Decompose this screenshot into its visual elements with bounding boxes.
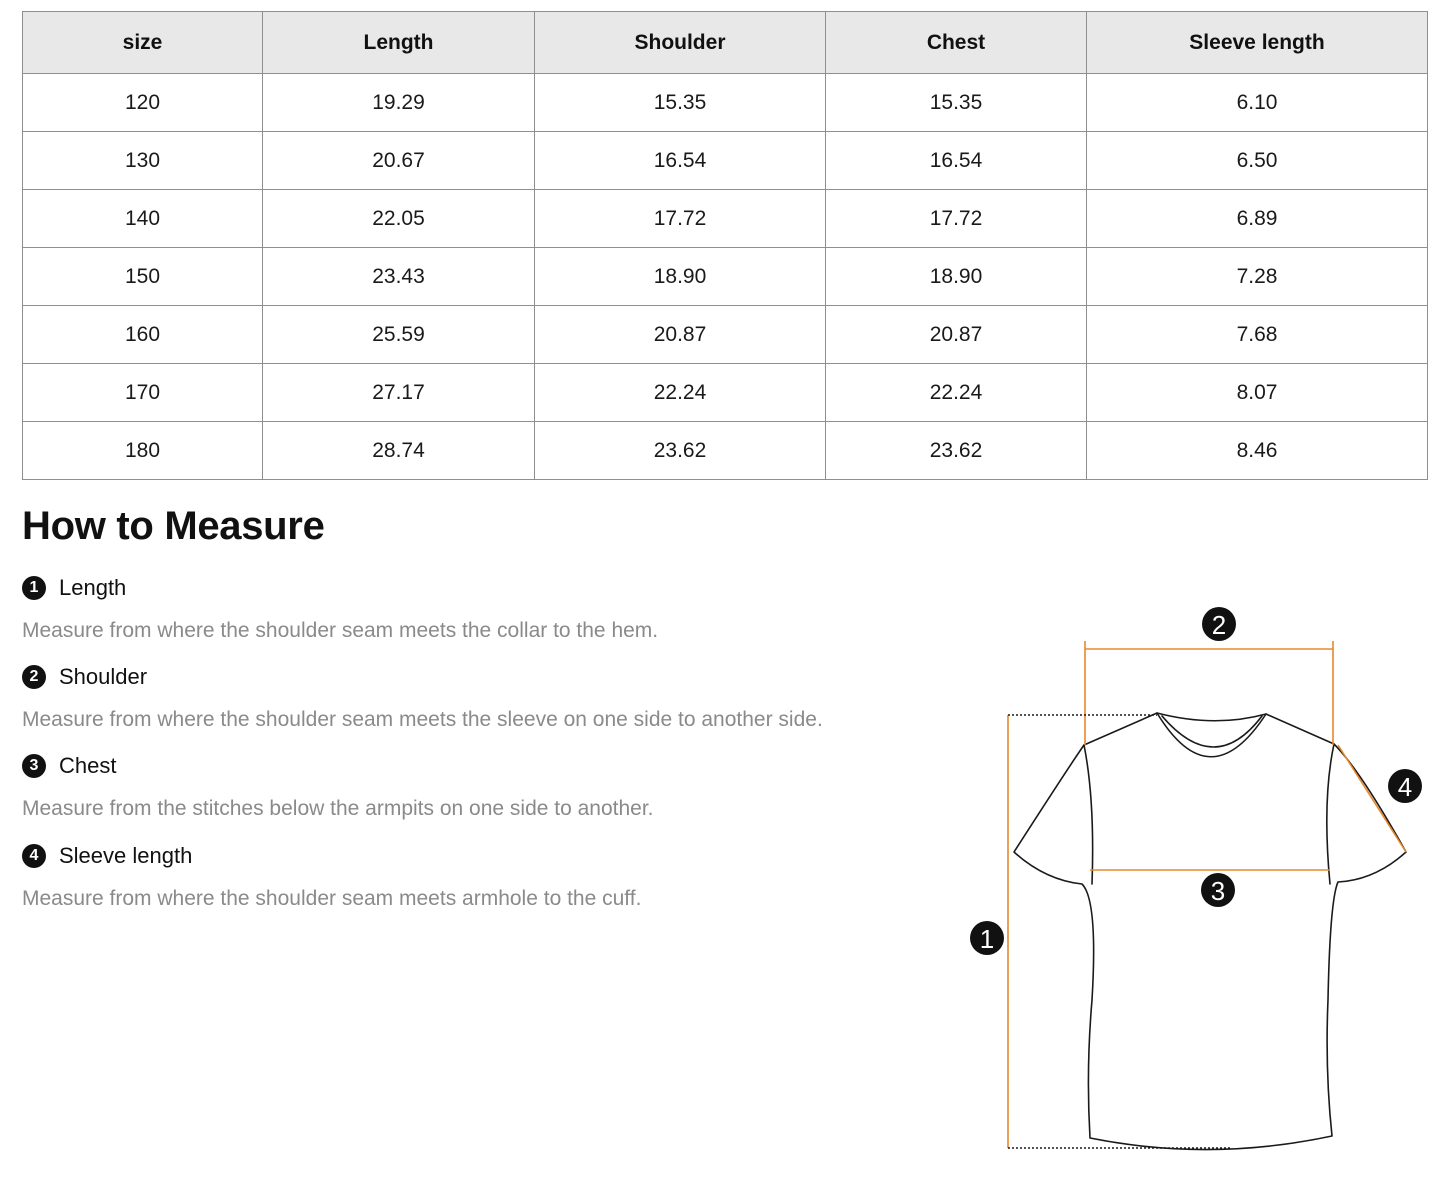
table-header-row (23, 12, 1428, 74)
cell-sleeve-length: 8.07 (1087, 364, 1428, 422)
table-row (23, 422, 1428, 480)
cell-length: 23.43 (263, 248, 535, 306)
cell-chest: 22.24 (826, 364, 1087, 422)
step-title (22, 842, 922, 870)
cell-chest: 20.87 (826, 306, 1087, 364)
step-title (22, 752, 922, 780)
tshirt-measure-diagram (960, 590, 1430, 1170)
cell-length: 20.67 (263, 132, 535, 190)
cell-size: 120 (23, 74, 263, 132)
cell-sleeve-length: 6.50 (1087, 132, 1428, 190)
size-chart-table (22, 11, 1428, 480)
cell-shoulder: 22.24 (535, 364, 826, 422)
cell-length: 25.59 (263, 306, 535, 364)
tshirt-outline (1014, 713, 1406, 1150)
cell-length: 27.17 (263, 364, 535, 422)
step-sleeve-length (22, 842, 922, 911)
cell-sleeve-length: 7.68 (1087, 306, 1428, 364)
cell-chest: 15.35 (826, 74, 1087, 132)
cell-sleeve-length: 6.89 (1087, 190, 1428, 248)
cell-shoulder: 17.72 (535, 190, 826, 248)
cell-shoulder: 16.54 (535, 132, 826, 190)
how-to-measure-heading: How to Measure (22, 504, 325, 548)
cell-size: 140 (23, 190, 263, 248)
callout-4 (1388, 769, 1422, 803)
table-row (23, 306, 1428, 364)
cell-size: 150 (23, 248, 263, 306)
cell-length: 28.74 (263, 422, 535, 480)
number-three-badge-icon: 3 (22, 754, 46, 778)
step-description: Measure from the stitches below the armpits on one side to another. (22, 797, 654, 820)
number-one-badge-icon: 1 (22, 576, 46, 600)
cell-size: 160 (23, 306, 263, 364)
cell-shoulder: 18.90 (535, 248, 826, 306)
callout-3 (1201, 873, 1235, 907)
cell-shoulder: 15.35 (535, 74, 826, 132)
callout-1 (970, 921, 1004, 955)
cell-chest: 16.54 (826, 132, 1087, 190)
guide-dotted-lines (1008, 715, 1230, 1148)
step-length (22, 574, 922, 643)
cell-sleeve-length: 7.28 (1087, 248, 1428, 306)
cell-shoulder: 23.62 (535, 422, 826, 480)
cell-chest: 18.90 (826, 248, 1087, 306)
callout-label: 4 (1397, 772, 1413, 802)
callout-label: 3 (1210, 876, 1226, 906)
cell-chest: 17.72 (826, 190, 1087, 248)
step-title-text: Chest (59, 753, 117, 778)
header-length: Length (263, 12, 535, 74)
cell-sleeve-length: 6.10 (1087, 74, 1428, 132)
cell-sleeve-length: 8.46 (1087, 422, 1428, 480)
number-two-badge-icon: 2 (22, 665, 46, 689)
step-chest (22, 752, 922, 821)
step-shoulder (22, 663, 922, 732)
step-description: Measure from where the shoulder seam meets the sleeve on one side to another side. (22, 708, 823, 731)
table-row (23, 190, 1428, 248)
table-row (23, 364, 1428, 422)
table-row (23, 248, 1428, 306)
cell-shoulder: 20.87 (535, 306, 826, 364)
cell-length: 19.29 (263, 74, 535, 132)
cell-size: 180 (23, 422, 263, 480)
step-description: Measure from where the shoulder seam meets armhole to the cuff. (22, 887, 642, 910)
step-description: Measure from where the shoulder seam meets the collar to the hem. (22, 619, 659, 642)
cell-size: 170 (23, 364, 263, 422)
step-title (22, 663, 922, 691)
header-size: size (23, 12, 263, 74)
step-title-text: Shoulder (59, 664, 148, 689)
header-sleeve-length: Sleeve length (1087, 12, 1428, 74)
cell-chest: 23.62 (826, 422, 1087, 480)
step-title-text: Length (59, 575, 127, 600)
callout-label: 2 (1211, 610, 1227, 640)
number-four-badge-icon: 4 (22, 844, 46, 868)
header-shoulder: Shoulder (535, 12, 826, 74)
table-row (23, 74, 1428, 132)
cell-size: 130 (23, 132, 263, 190)
step-title (22, 574, 922, 602)
table-row (23, 132, 1428, 190)
callout-2 (1202, 607, 1236, 641)
header-chest: Chest (826, 12, 1087, 74)
cell-length: 22.05 (263, 190, 535, 248)
step-title-text: Sleeve length (59, 843, 193, 868)
callout-label: 1 (979, 924, 995, 954)
